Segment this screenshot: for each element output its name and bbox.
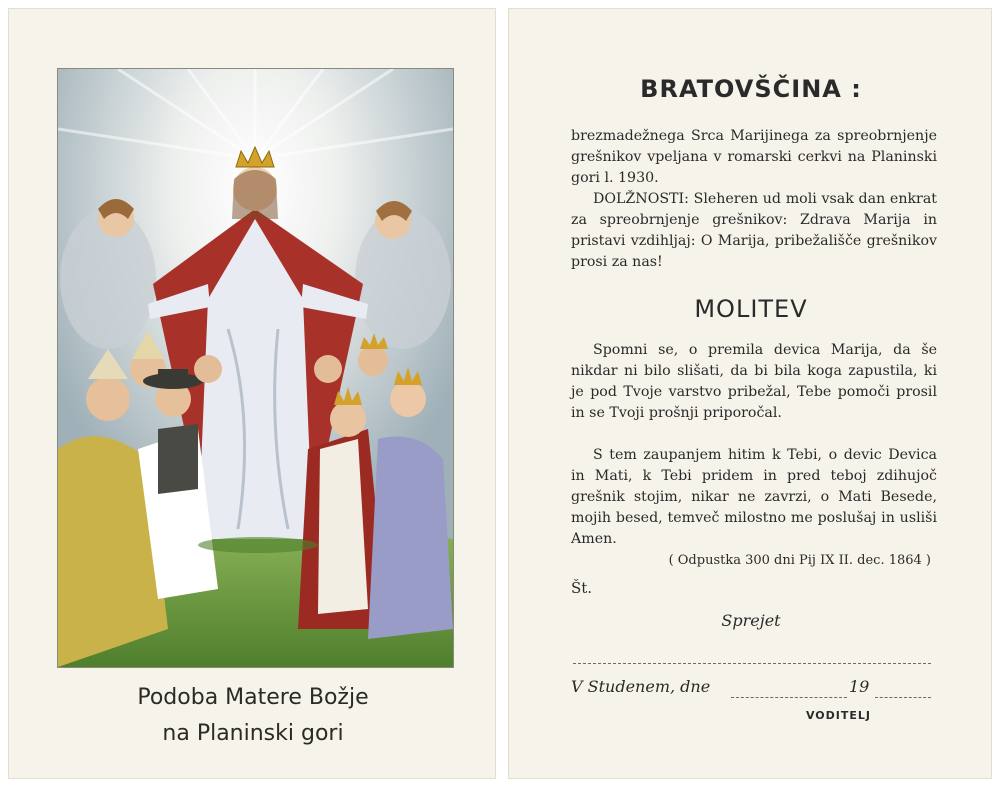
caption-line-2: na Planinski gori (162, 721, 344, 746)
intro-paragraph: brezmadežnega Srca Marijinega za spreobrnjenje grešnikov vpeljana v romarski cerkvi na Planinski gori l. 1930. (571, 128, 937, 186)
number-label: Št. (571, 579, 593, 597)
indulgence-note: ( Odpustka 300 dni Pij IX II. dec. 1864 ) (668, 553, 931, 568)
year-line (875, 697, 931, 698)
front-card (8, 8, 496, 779)
prayer-title: MOLITEV (694, 295, 808, 323)
duties-paragraph: DOLŽNOSTI: Sleheren ud moli vsak dan enkrat za spreobrnjenje grešnikov: Zdrava Marija in pristavi vzdihljaj: O Marija, pribežališče grešnikov prosi za nas! (571, 191, 937, 270)
prayer-paragraph-1: Spomni se, o premila devica Marija, da še nikdar ni bilo slišati, da bi bila koga zapustila, ki je pod Tvoje varstvo pribežal, Tebe pomoči prosil in se Tvoji prošnji priporočal. (571, 342, 937, 421)
devotional-picture (57, 68, 454, 668)
prayer-paragraph-2: S tem zaupanjem hitim k Tebi, o devic Devica in Mati, k Tebi pridem in pred teboj zdihujoč grešnik stojim, nikar ne zavrzi, o Mati Besede, mojih besed, temveč milostno me poslušaj in usliši Amen. (571, 447, 937, 547)
name-line (573, 663, 931, 664)
confraternity-title: BRATOVŠČINA : (640, 75, 862, 103)
accepted-label: Sprejet (721, 611, 781, 630)
signature-label: VODITELJ (805, 709, 871, 722)
place-date-label: V Studenem, dne (571, 677, 711, 696)
year-prefix: 19 (849, 677, 870, 696)
date-line (731, 697, 847, 698)
back-card (508, 8, 992, 779)
caption-line-1: Podoba Matere Božje (137, 685, 369, 710)
virgin-mary-painting (58, 69, 453, 667)
